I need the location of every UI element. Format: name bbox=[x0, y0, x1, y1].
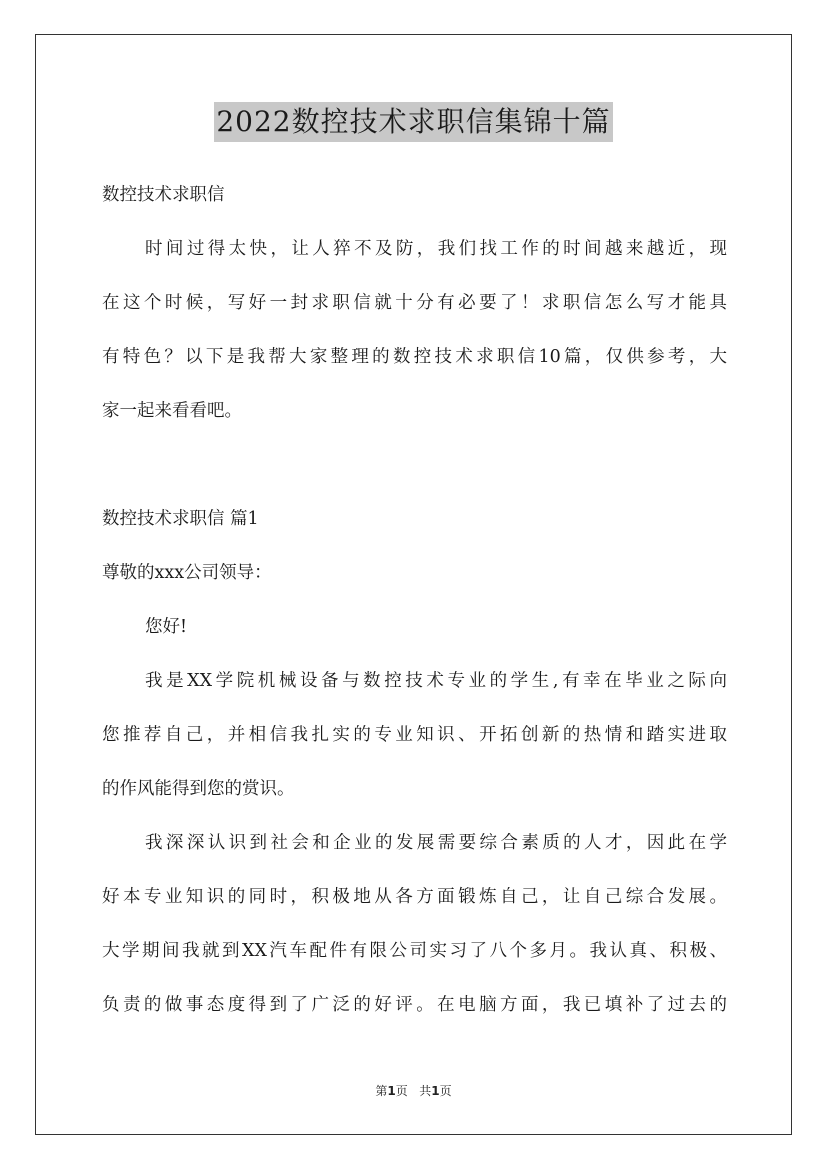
intro-heading: 数控技术求职信 bbox=[102, 185, 225, 205]
paragraph-line: 在这个时候，写好一封求职信就十分有必要了！求职信怎么写才能具 bbox=[102, 293, 727, 313]
page-footer bbox=[0, 1083, 827, 1099]
paragraph-line: 我深深认识到社会和企业的发展需要综合素质的人才，因此在学 bbox=[145, 833, 727, 853]
document-title: 2022数控技术求职信集锦十篇 bbox=[214, 102, 612, 142]
paragraph-line: 好本专业知识的同时，积极地从各方面锻炼自己，让自己综合发展。 bbox=[102, 887, 727, 907]
document-body bbox=[102, 168, 727, 1032]
paragraph-line: 家一起来看看吧。 bbox=[102, 401, 242, 421]
title-container bbox=[0, 102, 827, 142]
footer-page-number: 1 bbox=[387, 1084, 396, 1098]
footer-page-suffix: 页 bbox=[439, 1084, 452, 1098]
footer-page-prefix: 第 bbox=[375, 1084, 388, 1098]
paragraph-line: 我是XX学院机械设备与数控技术专业的学生,有幸在毕业之际向 bbox=[145, 671, 727, 691]
section-heading: 数控技术求职信 篇1 bbox=[102, 509, 259, 529]
footer-page-mid: 页 共 bbox=[395, 1084, 432, 1098]
footer-page-total: 1 bbox=[431, 1084, 440, 1098]
paragraph-line: 时间过得太快，让人猝不及防，我们找工作的时间越来越近，现 bbox=[145, 239, 727, 259]
paragraph-line: 负责的做事态度得到了广泛的好评。在电脑方面，我已填补了过去的 bbox=[102, 995, 727, 1015]
salutation: 尊敬的xxx公司领导： bbox=[102, 563, 272, 583]
blank-line bbox=[102, 438, 727, 492]
paragraph-line: 大学期间我就到XX汽车配件有限公司实习了八个多月。我认真、积极、 bbox=[102, 941, 727, 961]
paragraph-line: 您推荐自己，并相信我扎实的专业知识、开拓创新的热情和踏实进取 bbox=[102, 725, 727, 745]
paragraph-line: 有特色？以下是我帮大家整理的数控技术求职信10篇，仅供参考，大 bbox=[102, 347, 727, 367]
paragraph-line: 的作风能得到您的赏识。 bbox=[102, 779, 295, 799]
greeting: 您好! bbox=[145, 617, 188, 637]
